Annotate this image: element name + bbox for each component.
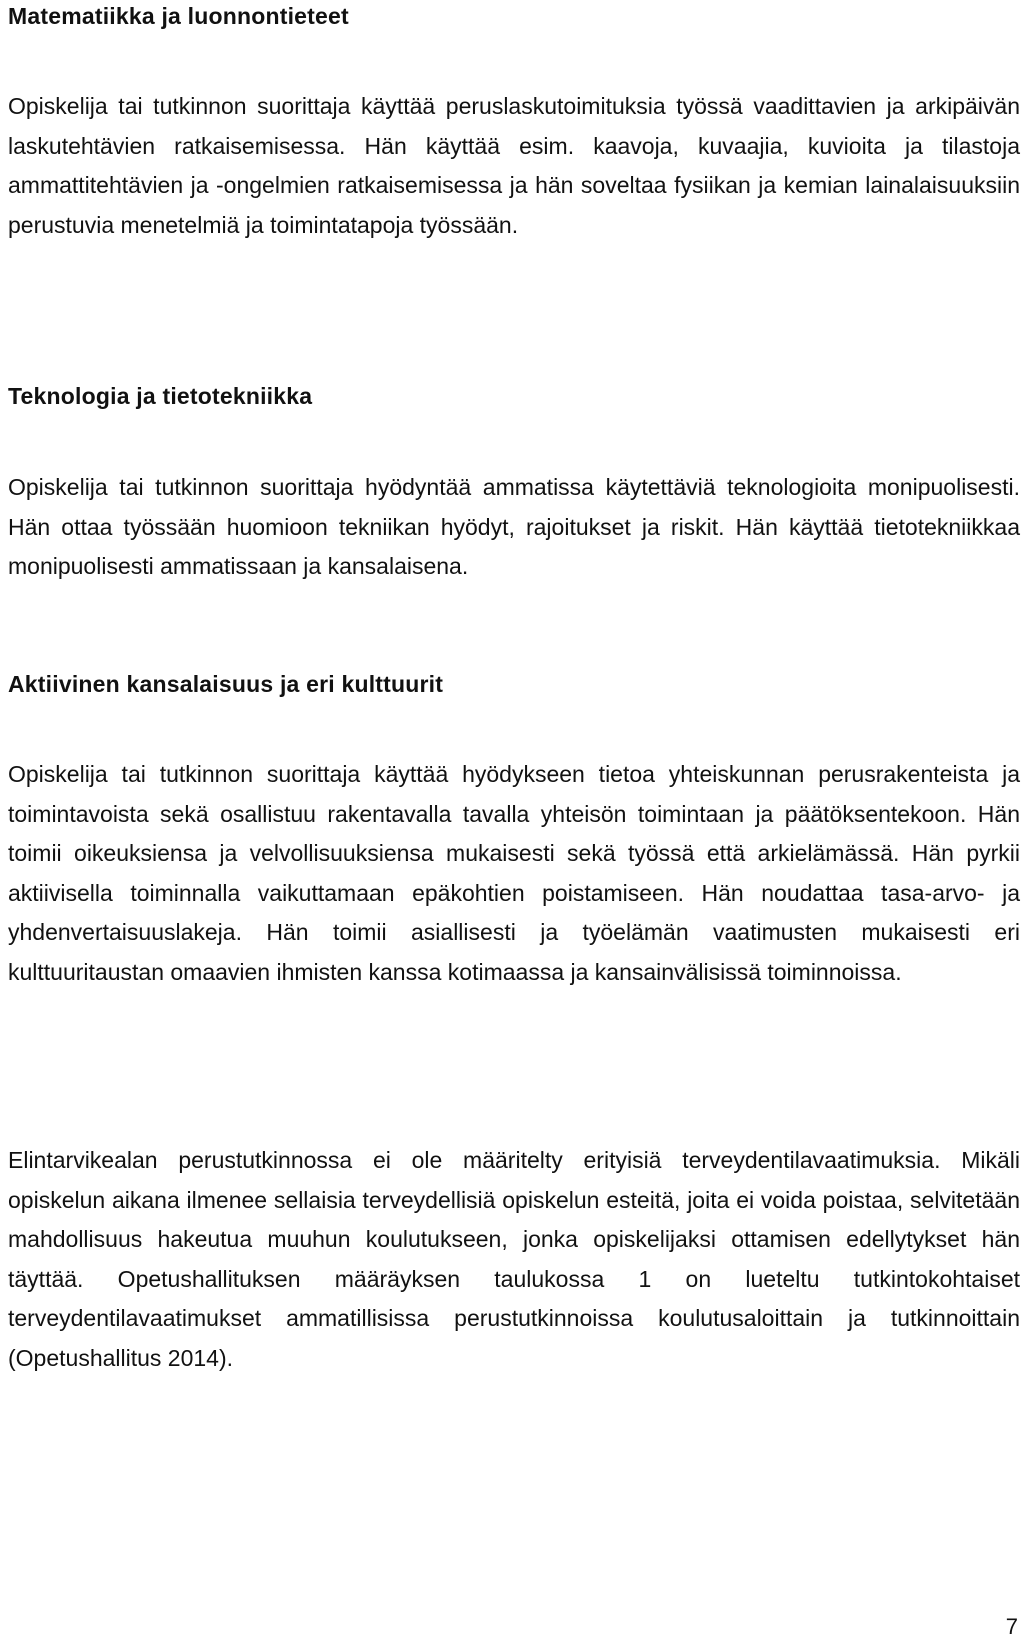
section-heading-mathematics: Matematiikka ja luonnontieteet xyxy=(8,3,349,29)
closing-paragraph: Elintarvikealan perustutkinnossa ei ole määritelty erityisiä terveydentilavaatimuksia. Mikäli opiskelun aikana ilmenee sellaisia terveydellisiä opiskelun esteitä, joita ei voida poistaa, selvitetään mahdollisuus hakeutua muuhun koulutukseen, jonka opiskelijaksi ottamisen edellytykset hän täyttää. Opetushallituksen määräyksen taulukossa 1 on lueteltu tutkintokohtaiset terveydentilavaatimukset ammatillisissa perustutkinnoissa koulutusaloittain ja tutkinnoittain (Opetushallitus 2014). xyxy=(8,1147,1020,1371)
page-number: 7 xyxy=(1005,1614,1018,1639)
section-paragraph-citizenship: Opiskelija tai tutkinnon suorittaja käyttää hyödykseen tietoa yhteiskunnan perusrakenteista ja toimintavoista sekä osallistuu rakentavalla tavalla yhteisön toimintaan ja päätöksentekoon. Hän toimii oikeuksiensa ja velvollisuuksiensa mukaisesti sekä työssä että arkielämässä. Hän pyrkii aktiivisella toiminnalla vaikuttamaan epäkohtien poistamiseen. Hän noudattaa tasa-arvo- ja yhdenvertaisuuslakeja. Hän toimii asiallisesti ja työelämän vaatimusten mukaisesti eri kulttuuritaustan omaavien ihmisten kanssa kotimaassa ja kansainvälisissä toiminnoissa. xyxy=(8,761,1020,985)
section-paragraph-mathematics: Opiskelija tai tutkinnon suorittaja käyttää peruslaskutoimituksia työssä vaadittavien ja arkipäivän laskutehtävien ratkaisemisessa. Hän käyttää esim. kaavoja, kuvaajia, kuvioita ja tilastoja ammattitehtävien ja -ongelmien ratkaisemisessa ja hän soveltaa fysiikan ja kemian lainalaisuuksiin perustuvia menetelmiä ja toimintatapoja työssään. xyxy=(8,93,1020,238)
section-heading-citizenship: Aktiivinen kansalaisuus ja eri kulttuurit xyxy=(8,671,444,697)
section-paragraph-technology: Opiskelija tai tutkinnon suorittaja hyödyntää ammatissa käytettäviä teknologioita monipuolisesti. Hän ottaa työssään huomioon tekniikan hyödyt, rajoitukset ja riskit. Hän käyttää tietotekniikkaa monipuolisesti ammatissaan ja kansalaisena. xyxy=(8,474,1020,579)
section-heading-technology: Teknologia ja tietotekniikka xyxy=(8,383,313,409)
